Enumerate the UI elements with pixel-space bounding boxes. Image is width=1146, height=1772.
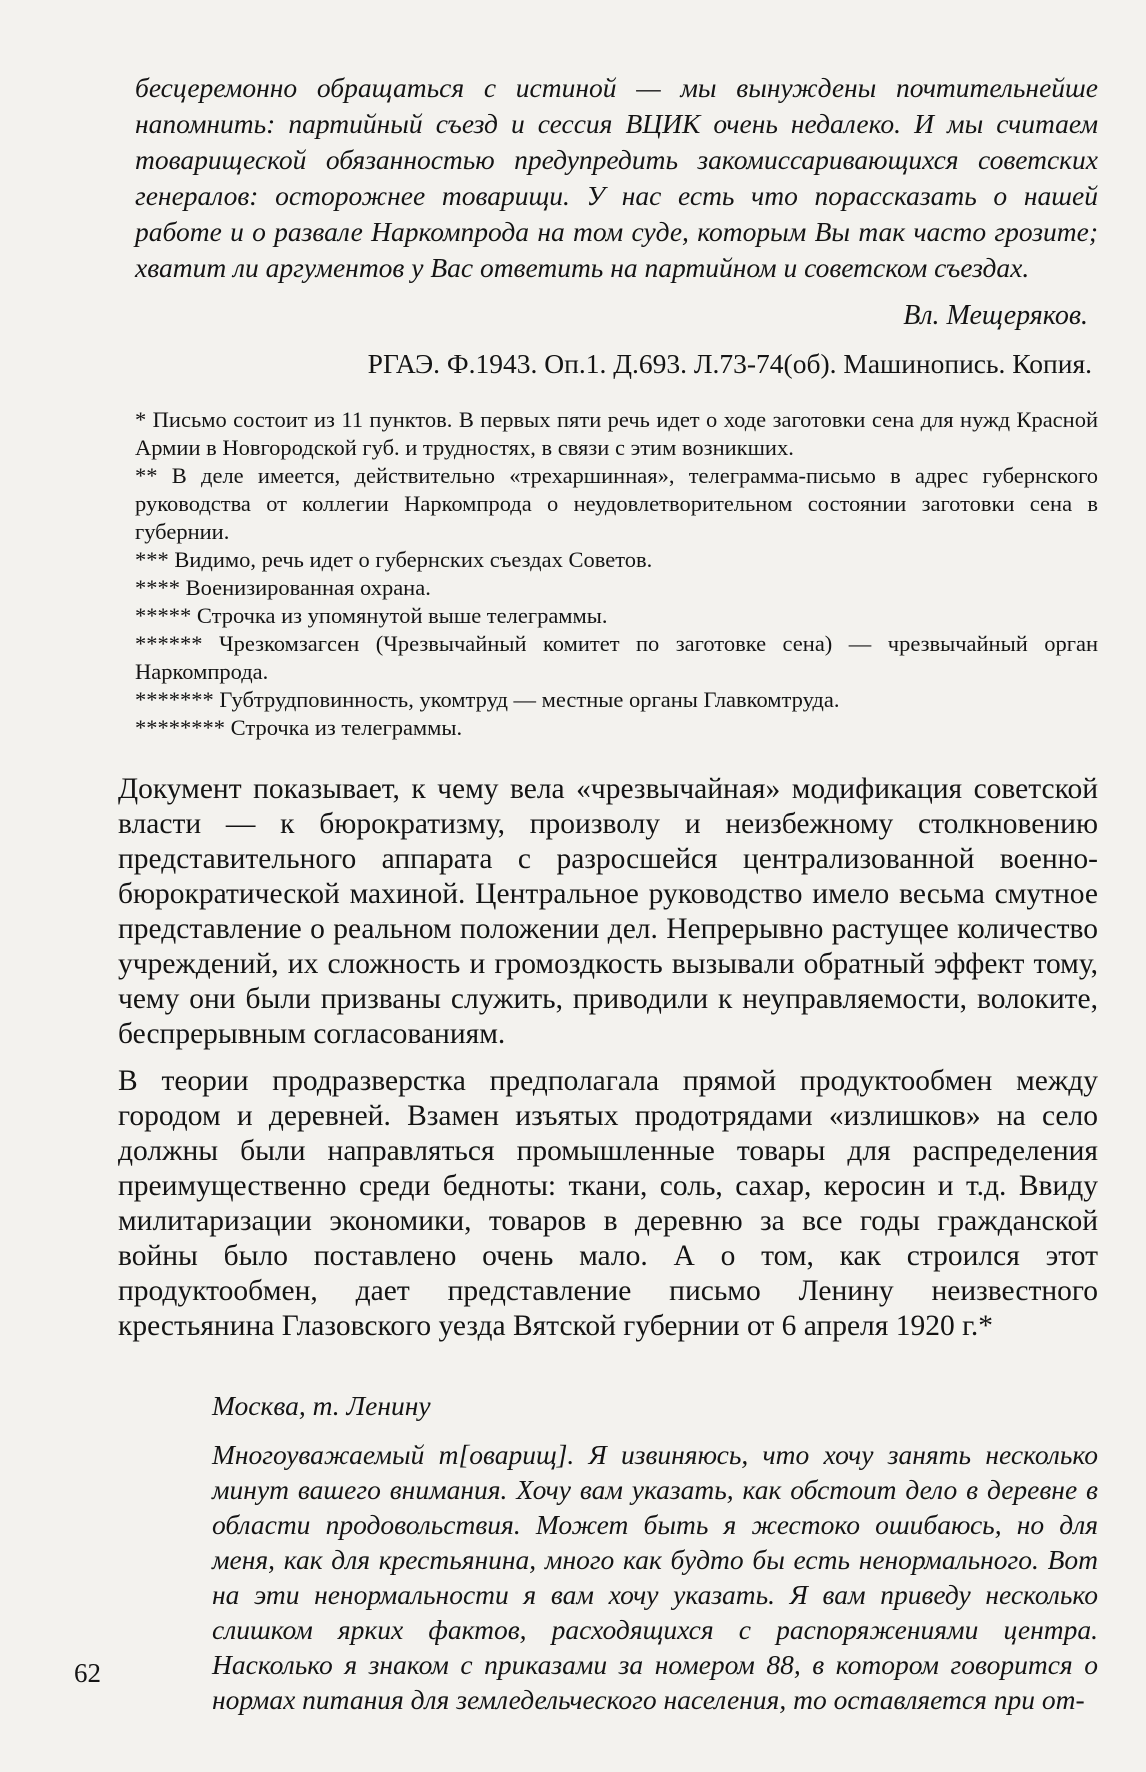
footnote-1: * Письмо состоит из 11 пунктов. В первых пяти речь идет о ходе заготовки сена для нужд Красной Армии в Новгородской губ. и трудностях, в связи с этим возникших. [135,407,1098,460]
footnote-7: ******* Губтрудповинность, укомтруд — местные органы Главкомтруда. [135,687,840,712]
body-paragraph-2: В теории продразверстка предполагала прямой продуктообмен между городом и деревней. Взамен изъятых продотрядами «излишков» на село должны были направляться промышленные товары для распределения преимущественно среди бедноты: ткани, соль, сахар, керосин и т.д. Ввиду милитаризации экономики, товаров в деревню за все годы гражданской войны было поставлено очень мало. А о том, как строился этот продуктообмен, дает представление письмо Ленину неизвестного крестьянина Глазовского уезда Вятской губернии от 6 апреля 1920 г.* [118,1065,1098,1342]
footnote-5: ***** Строчка из упомянутой выше телеграммы. [135,603,608,628]
letter-addressee: Москва, т. Ленину [212,1390,431,1421]
letter-quote-text: бесцеремонно обращаться с истиной — мы вынуждены почтительнейше напомнить: партийный съезд и сессия ВЦИК очень недалеко. И мы считаем товарищеской обязанностью предупредить закомиссаривающихся советских генералов: осторожнее товарищи. У нас есть что порассказать о нашей работе и о развале Наркомпрода на том суде, которым Вы так часто грозите; хватит ли аргументов у Вас ответить на партийном и советском съездах. [135,72,1098,283]
footnote-2: ** В деле имеется, действительно «трехаршинная», телеграмма-письмо в адрес губернского руководства от коллегии Наркомпрода о неудовлетворительном состоянии заготовки сена в губернии. [135,463,1098,544]
main-body-text [118,772,1098,1344]
archive-source-reference: РГАЭ. Ф.1943. Оп.1. Д.693. Л.73-74(об). Машинопись. Копия. [367,348,1092,379]
letter-signature: Вл. Мещеряков. [903,300,1088,331]
letter-quote-continuation [135,70,1098,286]
footnote-4: **** Военизированная охрана. [135,575,431,600]
body-paragraph-1: Документ показывает, к чему вела «чрезвычайная» модификация советской власти — к бюрократизму, произволу и неизбежному столкновению представительного аппарата с разросшейся централизованной военно-бюрократической махиной. Центральное руководство имело весьма смутное представление о реальном положении дел. Непрерывно растущее количество учреждений, их сложность и громоздкость вызывали обратный эффект тому, чему они были призваны служить, приводили к неуправляемости, волоките, беспрерывным согласованиям. [118,773,1098,1050]
footnotes [135,406,1098,742]
footnote-3: *** Видимо, речь идет о губернских съездах Советов. [135,547,653,572]
footnote-6: ****** Чрезкомзагсен (Чрезвычайный комитет по заготовке сена) — чрезвычайный орган Наркомпрода. [135,631,1098,684]
page-number: 62 [74,1658,101,1688]
letter-to-lenin-text: Многоуважаемый т[оварищ]. Я извиняюсь, что хочу занять несколько минут вашего внимания. Хочу вам указать, как обстоит дело в деревне в области продовольствия. Может быть я жестоко ошибаюсь, но для меня, как для крестьянина, много как будто бы есть ненормального. Вот на эти ненормальности я вам хочу указать. Я вам приведу несколько слишком ярких фактов, расходящихся с распоряжениями центра. Насколько я знаком с приказами за номером 88, в котором говорится о нормах питания для земледельческого населения, то оставляется при от- [212,1439,1098,1715]
letter-to-lenin [212,1388,1098,1717]
page-content [118,70,1098,1717]
footnote-8: ******** Строчка из телеграммы. [135,715,463,740]
